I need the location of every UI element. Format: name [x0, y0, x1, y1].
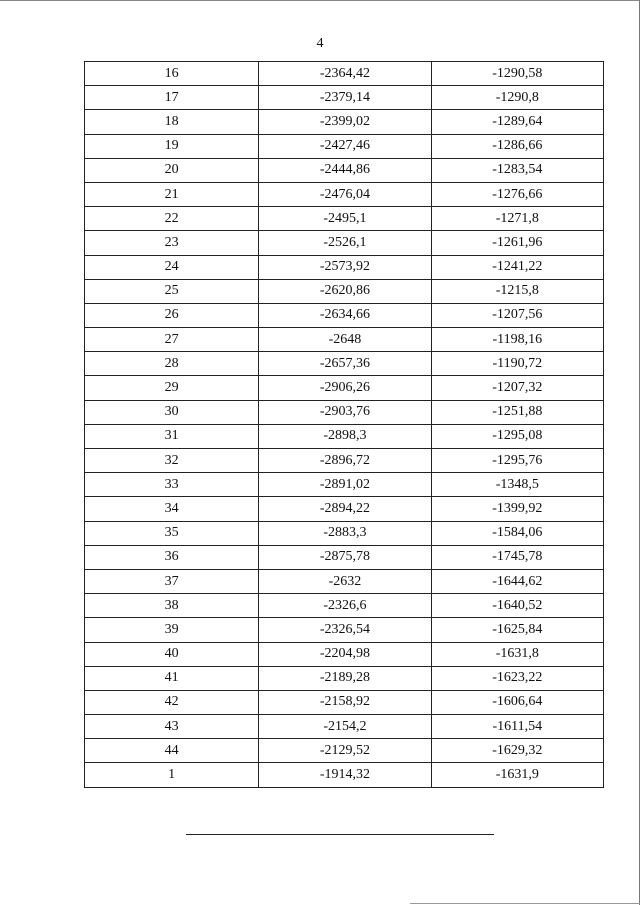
table-row — [85, 328, 604, 352]
table-row — [85, 376, 604, 400]
y-coordinate-cell: -1295,76 — [431, 449, 603, 473]
x-coordinate-cell: -2326,54 — [259, 618, 431, 642]
point-number-cell: 31 — [85, 424, 259, 448]
point-number-cell: 23 — [85, 231, 259, 255]
point-number-cell: 21 — [85, 182, 259, 206]
table-row — [85, 569, 604, 593]
page-number: 4 — [316, 36, 324, 51]
x-coordinate-cell: -2204,98 — [259, 642, 431, 666]
table-row — [85, 594, 604, 618]
point-number-cell: 43 — [85, 715, 259, 739]
table-row — [85, 545, 604, 569]
table-row — [85, 642, 604, 666]
x-coordinate-cell: -2573,92 — [259, 255, 431, 279]
x-coordinate-cell: -2158,92 — [259, 690, 431, 714]
y-coordinate-cell: -1198,16 — [431, 328, 603, 352]
table-row — [85, 110, 604, 134]
x-coordinate-cell: -2427,46 — [259, 134, 431, 158]
y-coordinate-cell: -1623,22 — [431, 666, 603, 690]
x-coordinate-cell: -2326,6 — [259, 594, 431, 618]
y-coordinate-cell: -1207,56 — [431, 303, 603, 327]
x-coordinate-cell: -2399,02 — [259, 110, 431, 134]
x-coordinate-cell: -2891,02 — [259, 473, 431, 497]
table-row — [85, 497, 604, 521]
x-coordinate-cell: -2379,14 — [259, 86, 431, 110]
end-of-table-rule — [186, 834, 494, 835]
y-coordinate-cell: -1584,06 — [431, 521, 603, 545]
y-coordinate-cell: -1644,62 — [431, 569, 603, 593]
table-row — [85, 86, 604, 110]
x-coordinate-cell: -2906,26 — [259, 376, 431, 400]
y-coordinate-cell: -1606,64 — [431, 690, 603, 714]
y-coordinate-cell: -1611,54 — [431, 715, 603, 739]
point-number-cell: 38 — [85, 594, 259, 618]
table-row — [85, 182, 604, 206]
point-number-cell: 17 — [85, 86, 259, 110]
y-coordinate-cell: -1631,8 — [431, 642, 603, 666]
point-number-cell: 22 — [85, 207, 259, 231]
x-coordinate-cell: -2129,52 — [259, 739, 431, 763]
table-row — [85, 666, 604, 690]
x-coordinate-cell: -2154,2 — [259, 715, 431, 739]
y-coordinate-cell: -1295,08 — [431, 424, 603, 448]
x-coordinate-cell: -2898,3 — [259, 424, 431, 448]
table-row — [85, 62, 604, 86]
point-number-cell: 41 — [85, 666, 259, 690]
y-coordinate-cell: -1276,66 — [431, 182, 603, 206]
table-row — [85, 279, 604, 303]
x-coordinate-cell: -2896,72 — [259, 449, 431, 473]
y-coordinate-cell: -1290,8 — [431, 86, 603, 110]
point-number-cell: 36 — [85, 545, 259, 569]
table-row — [85, 690, 604, 714]
point-number-cell: 27 — [85, 328, 259, 352]
table-row — [85, 521, 604, 545]
x-coordinate-cell: -2444,86 — [259, 158, 431, 182]
coordinates-table-body — [85, 62, 604, 788]
y-coordinate-cell: -1629,32 — [431, 739, 603, 763]
point-number-cell: 28 — [85, 352, 259, 376]
x-coordinate-cell: -2894,22 — [259, 497, 431, 521]
x-coordinate-cell: -2634,66 — [259, 303, 431, 327]
table-row — [85, 618, 604, 642]
table-row — [85, 424, 604, 448]
point-number-cell: 20 — [85, 158, 259, 182]
point-number-cell: 33 — [85, 473, 259, 497]
point-number-cell: 37 — [85, 569, 259, 593]
x-coordinate-cell: -2476,04 — [259, 182, 431, 206]
table-row — [85, 352, 604, 376]
x-coordinate-cell: -2364,42 — [259, 62, 431, 86]
point-number-cell: 42 — [85, 690, 259, 714]
y-coordinate-cell: -1631,9 — [431, 763, 603, 787]
point-number-cell: 24 — [85, 255, 259, 279]
point-number-cell: 1 — [85, 763, 259, 787]
y-coordinate-cell: -1286,66 — [431, 134, 603, 158]
table-row — [85, 134, 604, 158]
x-coordinate-cell: -2875,78 — [259, 545, 431, 569]
x-coordinate-cell: -2526,1 — [259, 231, 431, 255]
y-coordinate-cell: -1215,8 — [431, 279, 603, 303]
point-number-cell: 40 — [85, 642, 259, 666]
scan-edge-line — [410, 903, 640, 904]
x-coordinate-cell: -2657,36 — [259, 352, 431, 376]
point-number-cell: 16 — [85, 62, 259, 86]
y-coordinate-cell: -1625,84 — [431, 618, 603, 642]
point-number-cell: 35 — [85, 521, 259, 545]
y-coordinate-cell: -1261,96 — [431, 231, 603, 255]
y-coordinate-cell: -1290,58 — [431, 62, 603, 86]
y-coordinate-cell: -1348,5 — [431, 473, 603, 497]
table-row — [85, 158, 604, 182]
table-row — [85, 739, 604, 763]
y-coordinate-cell: -1241,22 — [431, 255, 603, 279]
table-row — [85, 303, 604, 327]
y-coordinate-cell: -1190,72 — [431, 352, 603, 376]
point-number-cell: 32 — [85, 449, 259, 473]
point-number-cell: 34 — [85, 497, 259, 521]
table-row — [85, 715, 604, 739]
table-row — [85, 400, 604, 424]
table-row — [85, 207, 604, 231]
x-coordinate-cell: -1914,32 — [259, 763, 431, 787]
x-coordinate-cell: -2189,28 — [259, 666, 431, 690]
point-number-cell: 29 — [85, 376, 259, 400]
y-coordinate-cell: -1289,64 — [431, 110, 603, 134]
y-coordinate-cell: -1283,54 — [431, 158, 603, 182]
y-coordinate-cell: -1399,92 — [431, 497, 603, 521]
point-number-cell: 25 — [85, 279, 259, 303]
point-number-cell: 26 — [85, 303, 259, 327]
coordinates-table — [84, 61, 604, 788]
table-row — [85, 255, 604, 279]
point-number-cell: 30 — [85, 400, 259, 424]
x-coordinate-cell: -2495,1 — [259, 207, 431, 231]
y-coordinate-cell: -1640,52 — [431, 594, 603, 618]
y-coordinate-cell: -1207,32 — [431, 376, 603, 400]
table-row — [85, 473, 604, 497]
x-coordinate-cell: -2648 — [259, 328, 431, 352]
table-row — [85, 449, 604, 473]
table-row — [85, 231, 604, 255]
x-coordinate-cell: -2903,76 — [259, 400, 431, 424]
point-number-cell: 39 — [85, 618, 259, 642]
page-edge-top — [0, 0, 640, 1]
table-row — [85, 763, 604, 787]
y-coordinate-cell: -1745,78 — [431, 545, 603, 569]
y-coordinate-cell: -1251,88 — [431, 400, 603, 424]
point-number-cell: 18 — [85, 110, 259, 134]
y-coordinate-cell: -1271,8 — [431, 207, 603, 231]
point-number-cell: 44 — [85, 739, 259, 763]
point-number-cell: 19 — [85, 134, 259, 158]
x-coordinate-cell: -2620,86 — [259, 279, 431, 303]
x-coordinate-cell: -2883,3 — [259, 521, 431, 545]
x-coordinate-cell: -2632 — [259, 569, 431, 593]
